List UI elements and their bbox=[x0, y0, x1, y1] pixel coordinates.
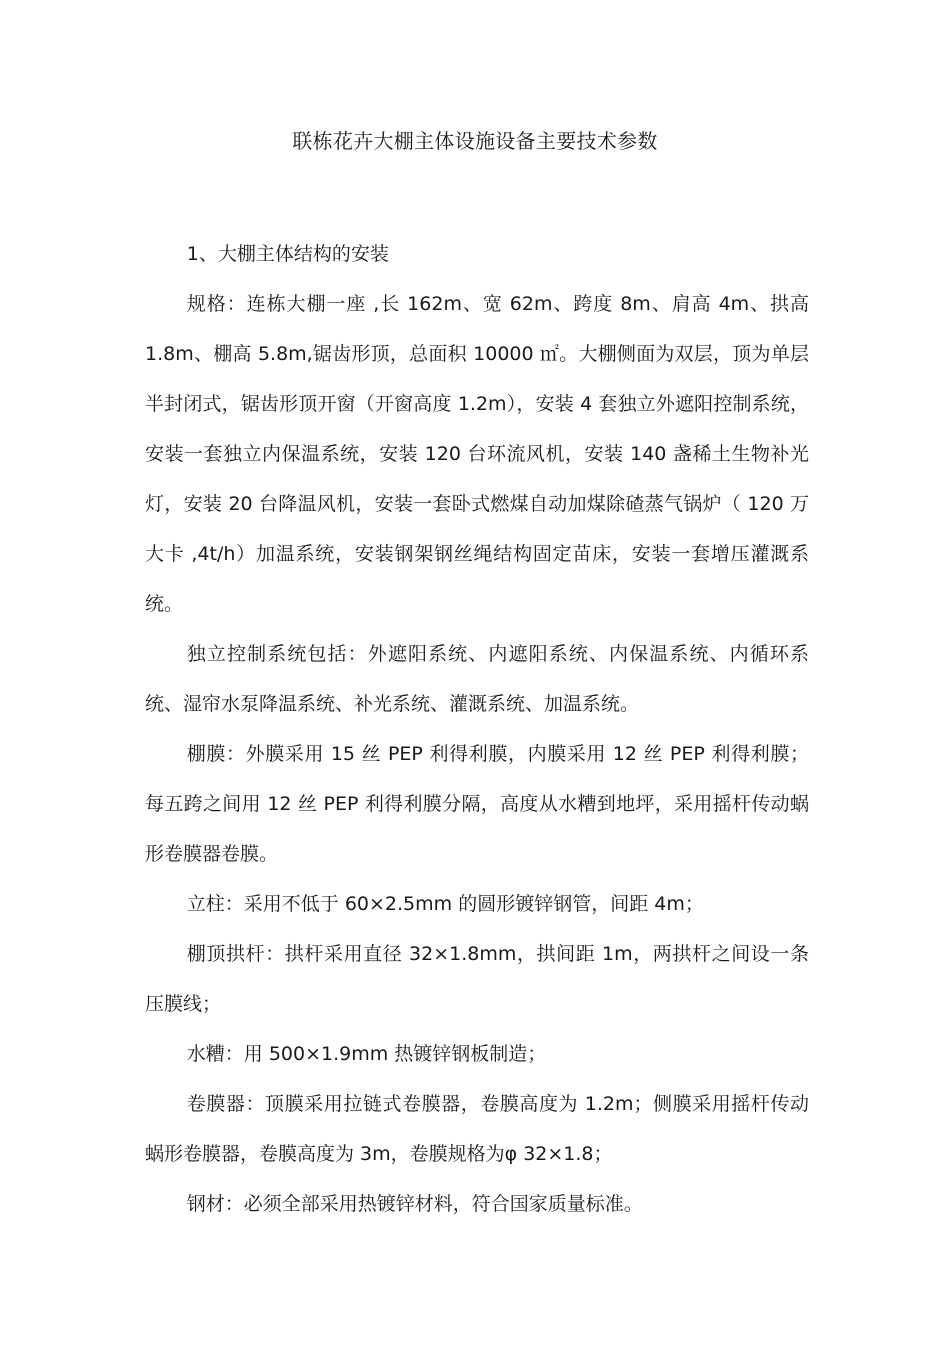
paragraph-specifications: 规格：连栋大棚一座 ,长 162m、宽 62m、跨度 8m、肩高 4m、拱高 1.8m、棚高 5.8m,锯齿形顶，总面积 10000 ㎡。大棚侧面为双层，顶为单层半封闭式，锯齿形顶开窗（开窗高度 1.2m），安装 4 套独立外遮阳控制系统，安装一套独立内保温系统，安装 120 台环流风机，安装 140 盏稀土生物补光灯，安装 20 台降温风机，安装一套卧式燃煤自动加煤除碴蒸气锅炉（ 120 万大卡 ,4t/h）加温系统，安装钢架钢丝绳结构固定苗床，安装一套增压灌溉系统。 bbox=[145, 293, 809, 615]
paragraph-roof-arches: 棚顶拱杆：拱杆采用直径 32×1.8mm，拱间距 1m，两拱杆之间设一条压膜线； bbox=[145, 943, 809, 1015]
document-body bbox=[145, 229, 809, 1229]
document-title: 联栋花卉大棚主体设施设备主要技术参数 bbox=[292, 129, 658, 153]
section-heading: 1、大棚主体结构的安装 bbox=[186, 243, 389, 265]
paragraph-gutter: 水糟：用 500×1.9mm 热镀锌钢板制造； bbox=[186, 1043, 547, 1065]
paragraph-film: 棚膜：外膜采用 15 丝 PEP 利得利膜，内膜采用 12 丝 PEP 利得利膜；每五跨之间用 12 丝 PEP 利得利膜分隔，高度从水糟到地坪，采用摇杆传动蜗形卷膜器卷膜。 bbox=[145, 743, 809, 865]
paragraph-control-systems: 独立控制系统包括：外遮阳系统、内遮阳系统、内保温系统、内循环系统、湿帘水泵降温系统、补光系统、灌溉系统、加温系统。 bbox=[145, 643, 809, 715]
paragraph-columns: 立柱：采用不低于 60×2.5mm 的圆形镀锌钢管，间距 4m； bbox=[186, 893, 704, 915]
paragraph-film-rollers: 卷膜器：顶膜采用拉链式卷膜器，卷膜高度为 1.2m；侧膜采用摇杆传动蜗形卷膜器，卷膜高度为 3m，卷膜规格为φ 32×1.8； bbox=[145, 1093, 809, 1165]
paragraph-steel: 钢材：必须全部采用热镀锌材料，符合国家质量标准。 bbox=[186, 1193, 643, 1215]
